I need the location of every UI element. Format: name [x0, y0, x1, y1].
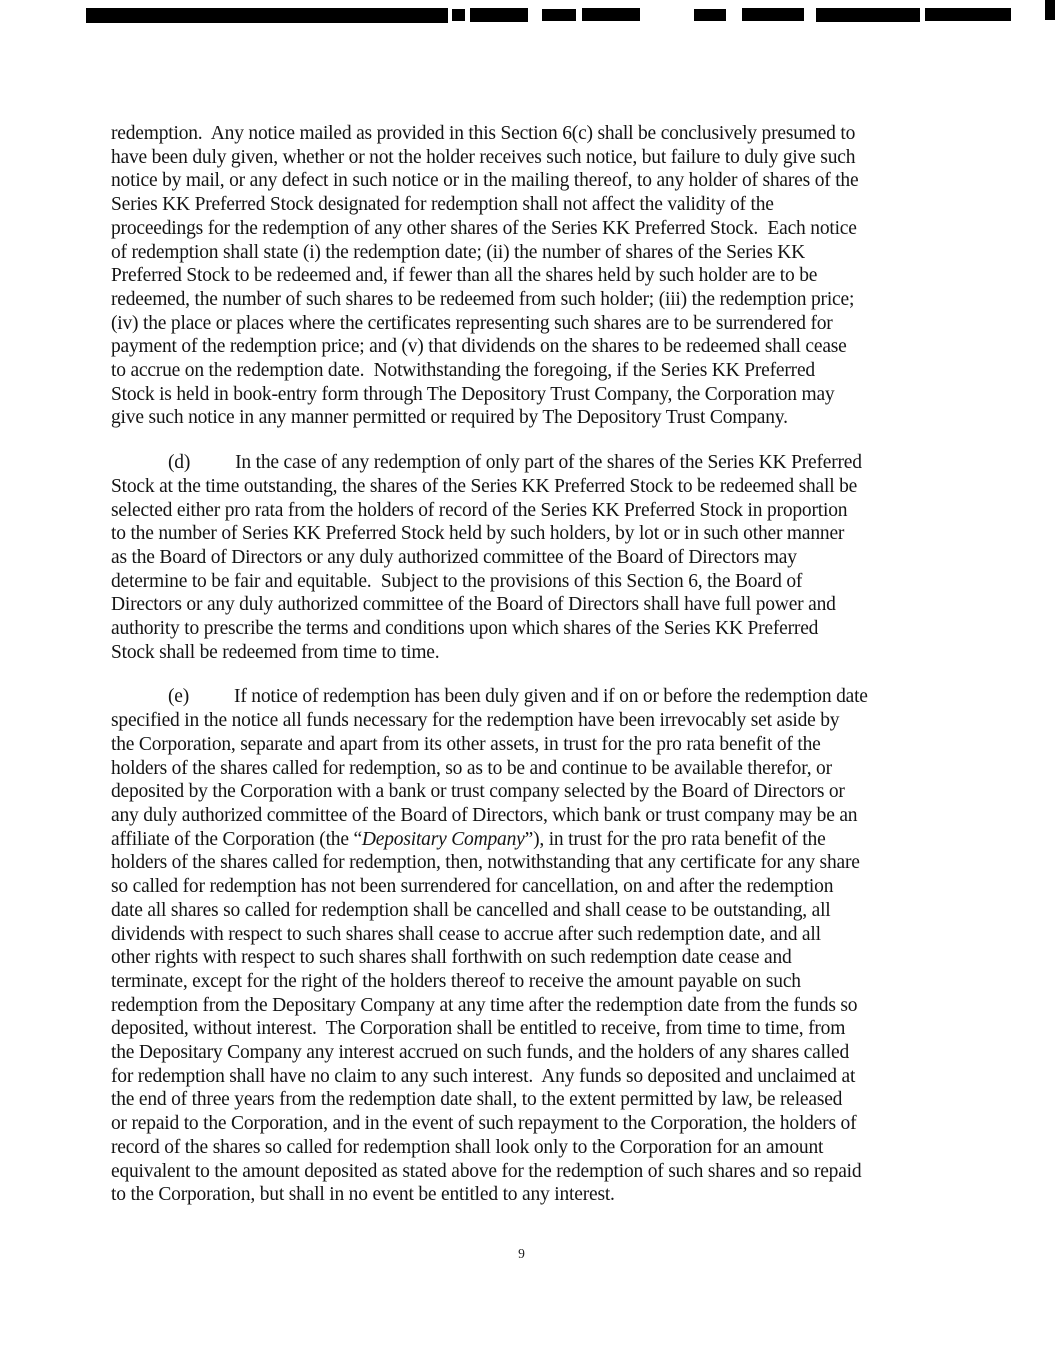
text-line: equivalent to the amount deposited as stated above for the redemption of such shares and so repaid [111, 1160, 862, 1182]
paragraph [111, 451, 957, 664]
text-line: so called for redemption has not been surrendered for cancellation, on and after the redemption [111, 876, 834, 898]
text-line: (e) If notice of redemption has been duly given and if on or before the redemption date [168, 686, 868, 708]
text-line: notice by mail, or any defect in such notice or in the mailing thereof, to any holder of shares of the [111, 170, 859, 192]
text-line: redemption. Any notice mailed as provided in this Section 6(c) shall be conclusively presumed to [111, 123, 856, 144]
scan-artifact [694, 9, 726, 21]
scan-artifact [542, 9, 576, 21]
text-line: authority to prescribe the terms and conditions upon which shares of the Series KK Preferred [111, 618, 819, 640]
text-line: Stock shall be redeemed from time to time. [111, 641, 440, 663]
text-line: Directors or any duly authorized committee of the Board of Directors shall have full power and [111, 594, 836, 616]
text-line: date all shares so called for redemption shall be cancelled and shall cease to be outstanding, all [111, 899, 831, 921]
text-line: Stock is held in book-entry form through The Depository Trust Company, the Corporation may [111, 383, 835, 405]
text-line: (iv) the place or places where the certificates representing such shares are to be surrendered for [111, 312, 833, 334]
text-line: to accrue on the redemption date. Notwithstanding the foregoing, if the Series KK Preferred [111, 360, 815, 382]
text-line: selected either pro rata from the holders of record of the Series KK Preferred Stock in proportion [111, 499, 848, 521]
paragraph [111, 685, 957, 1206]
text-line: terminate, except for the right of the holders thereof to receive the amount payable on such [111, 970, 801, 992]
text-line: dividends with respect to such shares shall cease to accrue after such redemption date, and all [111, 923, 821, 945]
text-line: Stock at the time outstanding, the shares of the Series KK Preferred Stock to be redeemed shall be [111, 475, 858, 497]
text-line: the end of three years from the redemption date shall, to the extent permitted by law, be released [111, 1089, 843, 1111]
text-line: as the Board of Directors or any duly authorized committee of the Board of Directors may [111, 546, 797, 568]
page-number: 9 [518, 1246, 525, 1261]
text-line: to the Corporation, but shall in no event be entitled to any interest. [111, 1184, 615, 1206]
text-line: redeemed, the number of such shares to be redeemed from such holder; (iii) the redemption price; [111, 288, 855, 310]
text-line: to the number of Series KK Preferred Stock held by such holders, by lot or in such other manner [111, 523, 845, 545]
document-body [111, 122, 957, 1228]
text-line: deposited by the Corporation with a bank or trust company selected by the Board of Directors or [111, 781, 845, 803]
text-line: holders of the shares called for redemption, then, notwithstanding that any certificate for any share [111, 852, 860, 874]
text-line [111, 828, 957, 852]
text-line: Series KK Preferred Stock designated for redemption shall not affect the validity of the [111, 194, 774, 216]
text-line: give such notice in any manner permitted or required by The Depository Trust Company. [111, 407, 788, 429]
text-line: any duly authorized committee of the Board of Directors, which bank or trust company may be an [111, 804, 858, 826]
defined-term-italic: Depositary Company [361, 828, 525, 850]
scan-artifact [582, 8, 640, 21]
paragraph-label: (e) [168, 686, 190, 708]
scan-artifact [925, 8, 1011, 21]
paragraph [111, 122, 957, 430]
text-line: for redemption shall have no claim to any such interest. Any funds so deposited and unclaimed at [111, 1065, 856, 1087]
text-line: payment of the redemption price; and (v) that dividends on the shares to be redeemed shall cease [111, 336, 847, 358]
text-line: determine to be fair and equitable. Subject to the provisions of this Section 6, the Board of [111, 570, 803, 592]
text-line: have been duly given, whether or not the holder receives such notice, but failure to duly give such [111, 146, 856, 168]
scan-artifact [86, 8, 448, 23]
text-line: Preferred Stock to be redeemed and, if fewer than all the shares held by such holder are to be [111, 265, 818, 287]
text-line: holders of the shares called for redemption, so as to be and continue to be available therefor, or [111, 757, 832, 779]
text-line: the Corporation, separate and apart from its other assets, in trust for the pro rata benefit of the [111, 733, 821, 755]
text-line: deposited, without interest. The Corporation shall be entitled to receive, from time to time, from [111, 1018, 846, 1040]
text-line: proceedings for the redemption of any other shares of the Series KK Preferred Stock. Each notice [111, 217, 857, 239]
scan-artifact [470, 8, 528, 22]
text-run: affiliate of the Corporation (the “ [111, 828, 362, 850]
text-line: redemption from the Depositary Company at any time after the redemption date from the funds so [111, 994, 858, 1016]
text-line: record of the shares so called for redemption shall look only to the Corporation for an amount [111, 1136, 824, 1158]
text-run: ”), in trust for the pro rata benefit of the [524, 828, 826, 850]
text-line: of redemption shall state (i) the redemption date; (ii) the number of shares of the Series KK [111, 241, 806, 263]
scan-artifact [816, 8, 920, 22]
paragraph-label: (d) [168, 452, 191, 474]
scan-artifact [1045, 0, 1055, 20]
scan-artifact [452, 9, 465, 21]
text-line: other rights with respect to such shares shall forthwith on such redemption date cease and [111, 947, 792, 969]
text-line: specified in the notice all funds necessary for the redemption have been irrevocably set aside by [111, 710, 840, 732]
scan-artifact [742, 8, 804, 21]
text-line: or repaid to the Corporation, and in the event of such repayment to the Corporation, the holders of [111, 1113, 857, 1135]
text-line: (d) In the case of any redemption of only part of the shares of the Series KK Preferred [168, 452, 862, 474]
text-line: the Depositary Company any interest accrued on such funds, and the holders of any shares called [111, 1042, 850, 1064]
